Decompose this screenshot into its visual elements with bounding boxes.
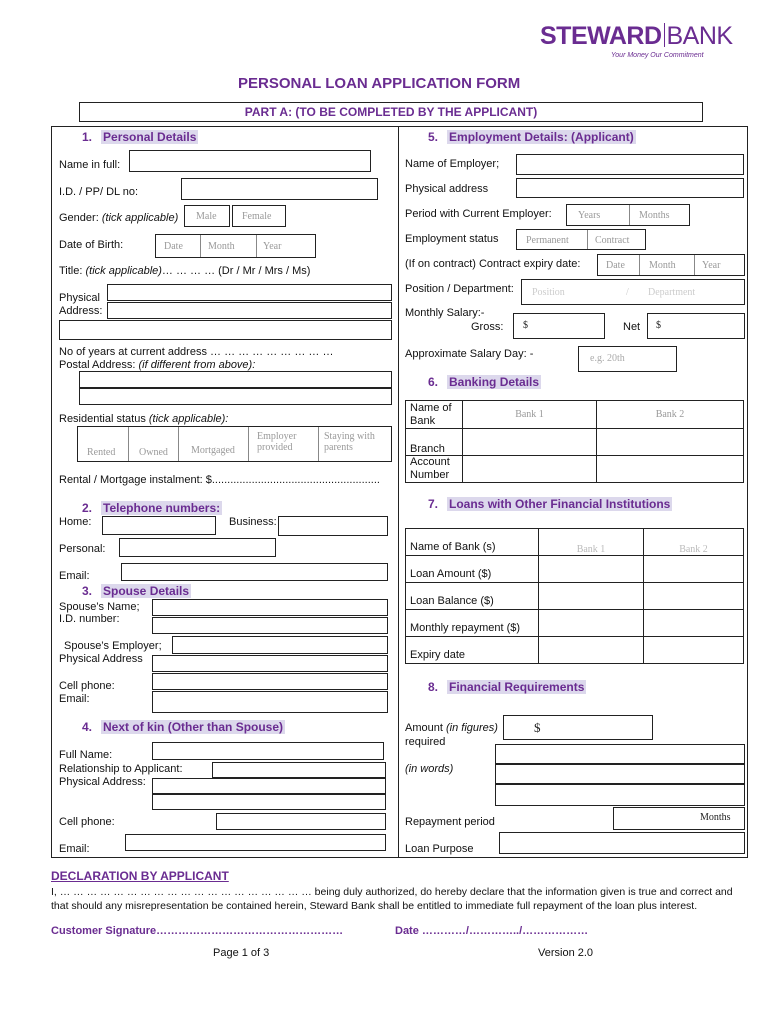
years-at-address-label: No of years at current address … … … … … … … … …: [59, 346, 334, 358]
gender-label: Gender: (tick applicable): [59, 212, 179, 224]
employment-status-label: Employment status: [405, 233, 499, 245]
amount-figures-field[interactable]: $: [503, 715, 653, 740]
physical-address-line-3[interactable]: [59, 320, 392, 340]
spouse-employer-field[interactable]: [172, 636, 388, 654]
period-employer-field[interactable]: Years Months: [566, 204, 690, 226]
dob-label: Date of Birth:: [59, 239, 124, 251]
id-label: I.D. / PP/ DL no:: [59, 186, 139, 198]
monthly-salary-label: Monthly Salary:-: [405, 307, 485, 319]
form-title: PERSONAL LOAN APPLICATION FORM: [238, 75, 521, 92]
kin-relationship-label: Relationship to Applicant:: [59, 763, 183, 775]
spouse-name-label: Spouse’s Name;: [59, 601, 140, 613]
bank-2-account-cell[interactable]: [597, 456, 744, 483]
position-field[interactable]: Position / Department: [521, 279, 745, 305]
spouse-physical-label: Physical Address: [59, 653, 143, 665]
res-mortgaged-option[interactable]: Mortgaged: [191, 445, 235, 456]
name-in-full-field[interactable]: [129, 150, 371, 172]
bank-1-name-cell[interactable]: Bank 1: [463, 401, 597, 429]
employer-address-field[interactable]: [516, 178, 744, 198]
loan-amount-label: Loan Amount ($): [406, 556, 539, 583]
business-phone-field[interactable]: [278, 516, 388, 536]
version-label: Version 2.0: [538, 947, 594, 959]
salary-day-label: Approximate Salary Day: -: [405, 348, 534, 360]
in-words-label: (in words): [405, 763, 454, 775]
kin-physical-line-2[interactable]: [152, 794, 386, 810]
bank-2-branch-cell[interactable]: [597, 429, 744, 456]
name-in-full-label: Name in full:: [59, 159, 121, 171]
spouse-id-field[interactable]: [152, 617, 388, 634]
spouse-employer-label: Spouse’s Employer;: [64, 640, 162, 652]
title-label: Title: (tick applicable)… … … … (Dr / Mr / Mrs / Ms): [59, 265, 311, 277]
dob-field[interactable]: Date Month Year: [155, 234, 316, 258]
account-number-row-label: Account Number: [406, 456, 463, 483]
section-telephone-heading: 2. Telephone numbers:: [82, 501, 221, 515]
spouse-name-field[interactable]: [152, 599, 388, 616]
repayment-period-label: Repayment period: [405, 816, 495, 828]
spouse-id-label: I.D. number:: [59, 613, 120, 625]
section-loans-heading: 7. Loans with Other Financial Institutions: [428, 497, 671, 511]
kin-physical-label: Physical Address:: [59, 776, 146, 788]
physical-address-label: Physical Address:: [59, 292, 103, 317]
kin-cell-label: Cell phone:: [59, 816, 115, 828]
spouse-physical-line-1[interactable]: [152, 655, 388, 672]
loan-bank-2-cell[interactable]: Bank 2: [644, 529, 744, 556]
employer-address-label: Physical address: [405, 183, 489, 195]
signature-date-line[interactable]: Date …………/…………../………………: [395, 925, 589, 937]
postal-address-label: Postal Address: (if different from above):: [59, 359, 256, 371]
part-a-banner: [79, 102, 703, 122]
residential-status-options: [77, 426, 392, 462]
loan-purpose-label: Loan Purpose: [405, 843, 474, 855]
res-owned-option[interactable]: Owned: [139, 447, 168, 458]
gender-female-checkbox[interactable]: Female: [232, 205, 286, 227]
kin-cell-field[interactable]: [216, 813, 386, 830]
logo-bank: BANK: [666, 22, 733, 50]
monthly-repayment-bank-1[interactable]: [539, 610, 644, 637]
expiry-date-label: Expiry date: [406, 637, 539, 664]
loans-table: [405, 528, 744, 664]
branch-row-label: Branch: [406, 429, 463, 456]
monthly-repayment-bank-2[interactable]: [644, 610, 744, 637]
amount-words-line-2[interactable]: [495, 764, 745, 784]
kin-physical-line-1[interactable]: [152, 778, 386, 794]
declaration-heading: DECLARATION BY APPLICANT: [51, 869, 229, 883]
logo-steward: STEWARD: [540, 22, 662, 50]
required-label: required: [405, 736, 446, 748]
period-employer-label: Period with Current Employer:: [405, 208, 552, 220]
declaration-line-1: I, … … … … … … … … … … … … … … … … … … … being duly authorized, do hereby declare that the information given is true and correct and: [51, 886, 733, 898]
res-employer-option[interactable]: Employer provided: [257, 431, 297, 453]
res-rented-option[interactable]: Rented: [87, 447, 116, 458]
loan-balance-bank-2[interactable]: [644, 583, 744, 610]
section-banking-heading: 6. Banking Details: [428, 375, 540, 389]
loan-amount-bank-1[interactable]: [539, 556, 644, 583]
bank-1-branch-cell[interactable]: [463, 429, 597, 456]
spouse-cell-label: Cell phone:: [59, 680, 115, 692]
salary-day-field[interactable]: e.g. 20th: [578, 346, 677, 372]
column-divider: [398, 126, 399, 858]
expiry-date-bank-1[interactable]: [539, 637, 644, 664]
loan-amount-bank-2[interactable]: [644, 556, 744, 583]
banking-table: [405, 400, 744, 483]
email-label: Email:: [59, 570, 90, 582]
section-financial-heading: 8. Financial Requirements: [428, 680, 585, 694]
net-salary-field[interactable]: $: [647, 313, 745, 339]
contract-expiry-label: (If on contract) Contract expiry date:: [405, 258, 581, 270]
personal-phone-field[interactable]: [119, 538, 276, 557]
kin-full-name-field[interactable]: [152, 742, 384, 760]
expiry-date-bank-2[interactable]: [644, 637, 744, 664]
bank-1-account-cell[interactable]: [463, 456, 597, 483]
amount-words-line-1[interactable]: [495, 744, 745, 764]
residential-status-label: Residential status (tick applicable):: [59, 413, 229, 425]
customer-signature-line[interactable]: Customer Signature……………………………………………: [51, 925, 344, 937]
rental-instalment-label: Rental / Mortgage instalment: $.......................................................: [59, 474, 380, 486]
loan-balance-label: Loan Balance ($): [406, 583, 539, 610]
business-phone-label: Business:: [229, 516, 277, 528]
section-next-of-kin-heading: 4. Next of kin (Other than Spouse): [82, 720, 284, 734]
id-field[interactable]: [181, 178, 378, 200]
postal-address-line-1[interactable]: [79, 371, 392, 388]
monthly-repayment-label: Monthly repayment ($): [406, 610, 539, 637]
loan-bank-1-cell[interactable]: Bank 1: [539, 529, 644, 556]
spouse-contact-field[interactable]: [152, 691, 388, 713]
home-phone-field[interactable]: [102, 516, 216, 535]
logo-tagline: Your Money Our Commitment: [611, 52, 704, 59]
employment-status-field[interactable]: Permanent Contract: [516, 229, 646, 250]
kin-relationship-field[interactable]: [212, 762, 386, 778]
employer-name-field[interactable]: [516, 154, 744, 175]
personal-phone-label: Personal:: [59, 543, 106, 555]
section-employment-heading: 5. Employment Details: (Applicant): [428, 130, 634, 144]
section-personal-details-heading: 1. Personal Details: [82, 130, 197, 144]
loan-bank-name-label: Name of Bank (s): [406, 529, 539, 556]
part-a-label: PART A: (TO BE COMPLETED BY THE APPLICANT): [244, 105, 538, 119]
kin-email-field[interactable]: [125, 834, 386, 851]
position-label: Position / Department:: [405, 283, 514, 295]
email-field[interactable]: [121, 563, 388, 581]
loan-balance-bank-1[interactable]: [539, 583, 644, 610]
amount-label: Amount (in figures): [405, 722, 498, 734]
gross-salary-field[interactable]: $: [513, 313, 605, 339]
employer-name-label: Name of Employer;: [405, 158, 500, 170]
bank-2-name-cell[interactable]: Bank 2: [597, 401, 744, 429]
declaration-line-2: that should any misrepresentation be contained herein, Steward Bank shall be entitled to immediate full repayment of the loan plus interest.: [51, 900, 698, 912]
physical-address-line-2[interactable]: [107, 302, 392, 319]
loan-purpose-field[interactable]: [499, 832, 745, 854]
contract-expiry-field[interactable]: Date Month Year: [597, 254, 745, 276]
bank-name-row-label: Name of Bank: [406, 401, 463, 429]
kin-email-label: Email:: [59, 843, 90, 855]
section-spouse-heading: 3. Spouse Details: [82, 584, 190, 598]
kin-full-name-label: Full Name:: [59, 749, 113, 761]
spouse-email-label: Email:: [59, 693, 90, 705]
postal-address-line-2[interactable]: [79, 388, 392, 405]
spouse-physical-line-2[interactable]: [152, 673, 388, 690]
gross-label: Gross:: [471, 321, 504, 333]
physical-address-line-1[interactable]: [107, 284, 392, 301]
bank-logo: [540, 22, 733, 51]
home-phone-label: Home:: [59, 516, 92, 528]
amount-words-line-3[interactable]: [495, 784, 745, 806]
logo-divider: [664, 23, 665, 47]
page-number: Page 1 of 3: [213, 947, 270, 959]
res-parents-option[interactable]: Staying with parents: [324, 431, 375, 453]
gender-male-checkbox[interactable]: Male: [184, 205, 230, 227]
net-label: Net: [623, 321, 641, 333]
repayment-period-field[interactable]: Months: [613, 807, 745, 830]
